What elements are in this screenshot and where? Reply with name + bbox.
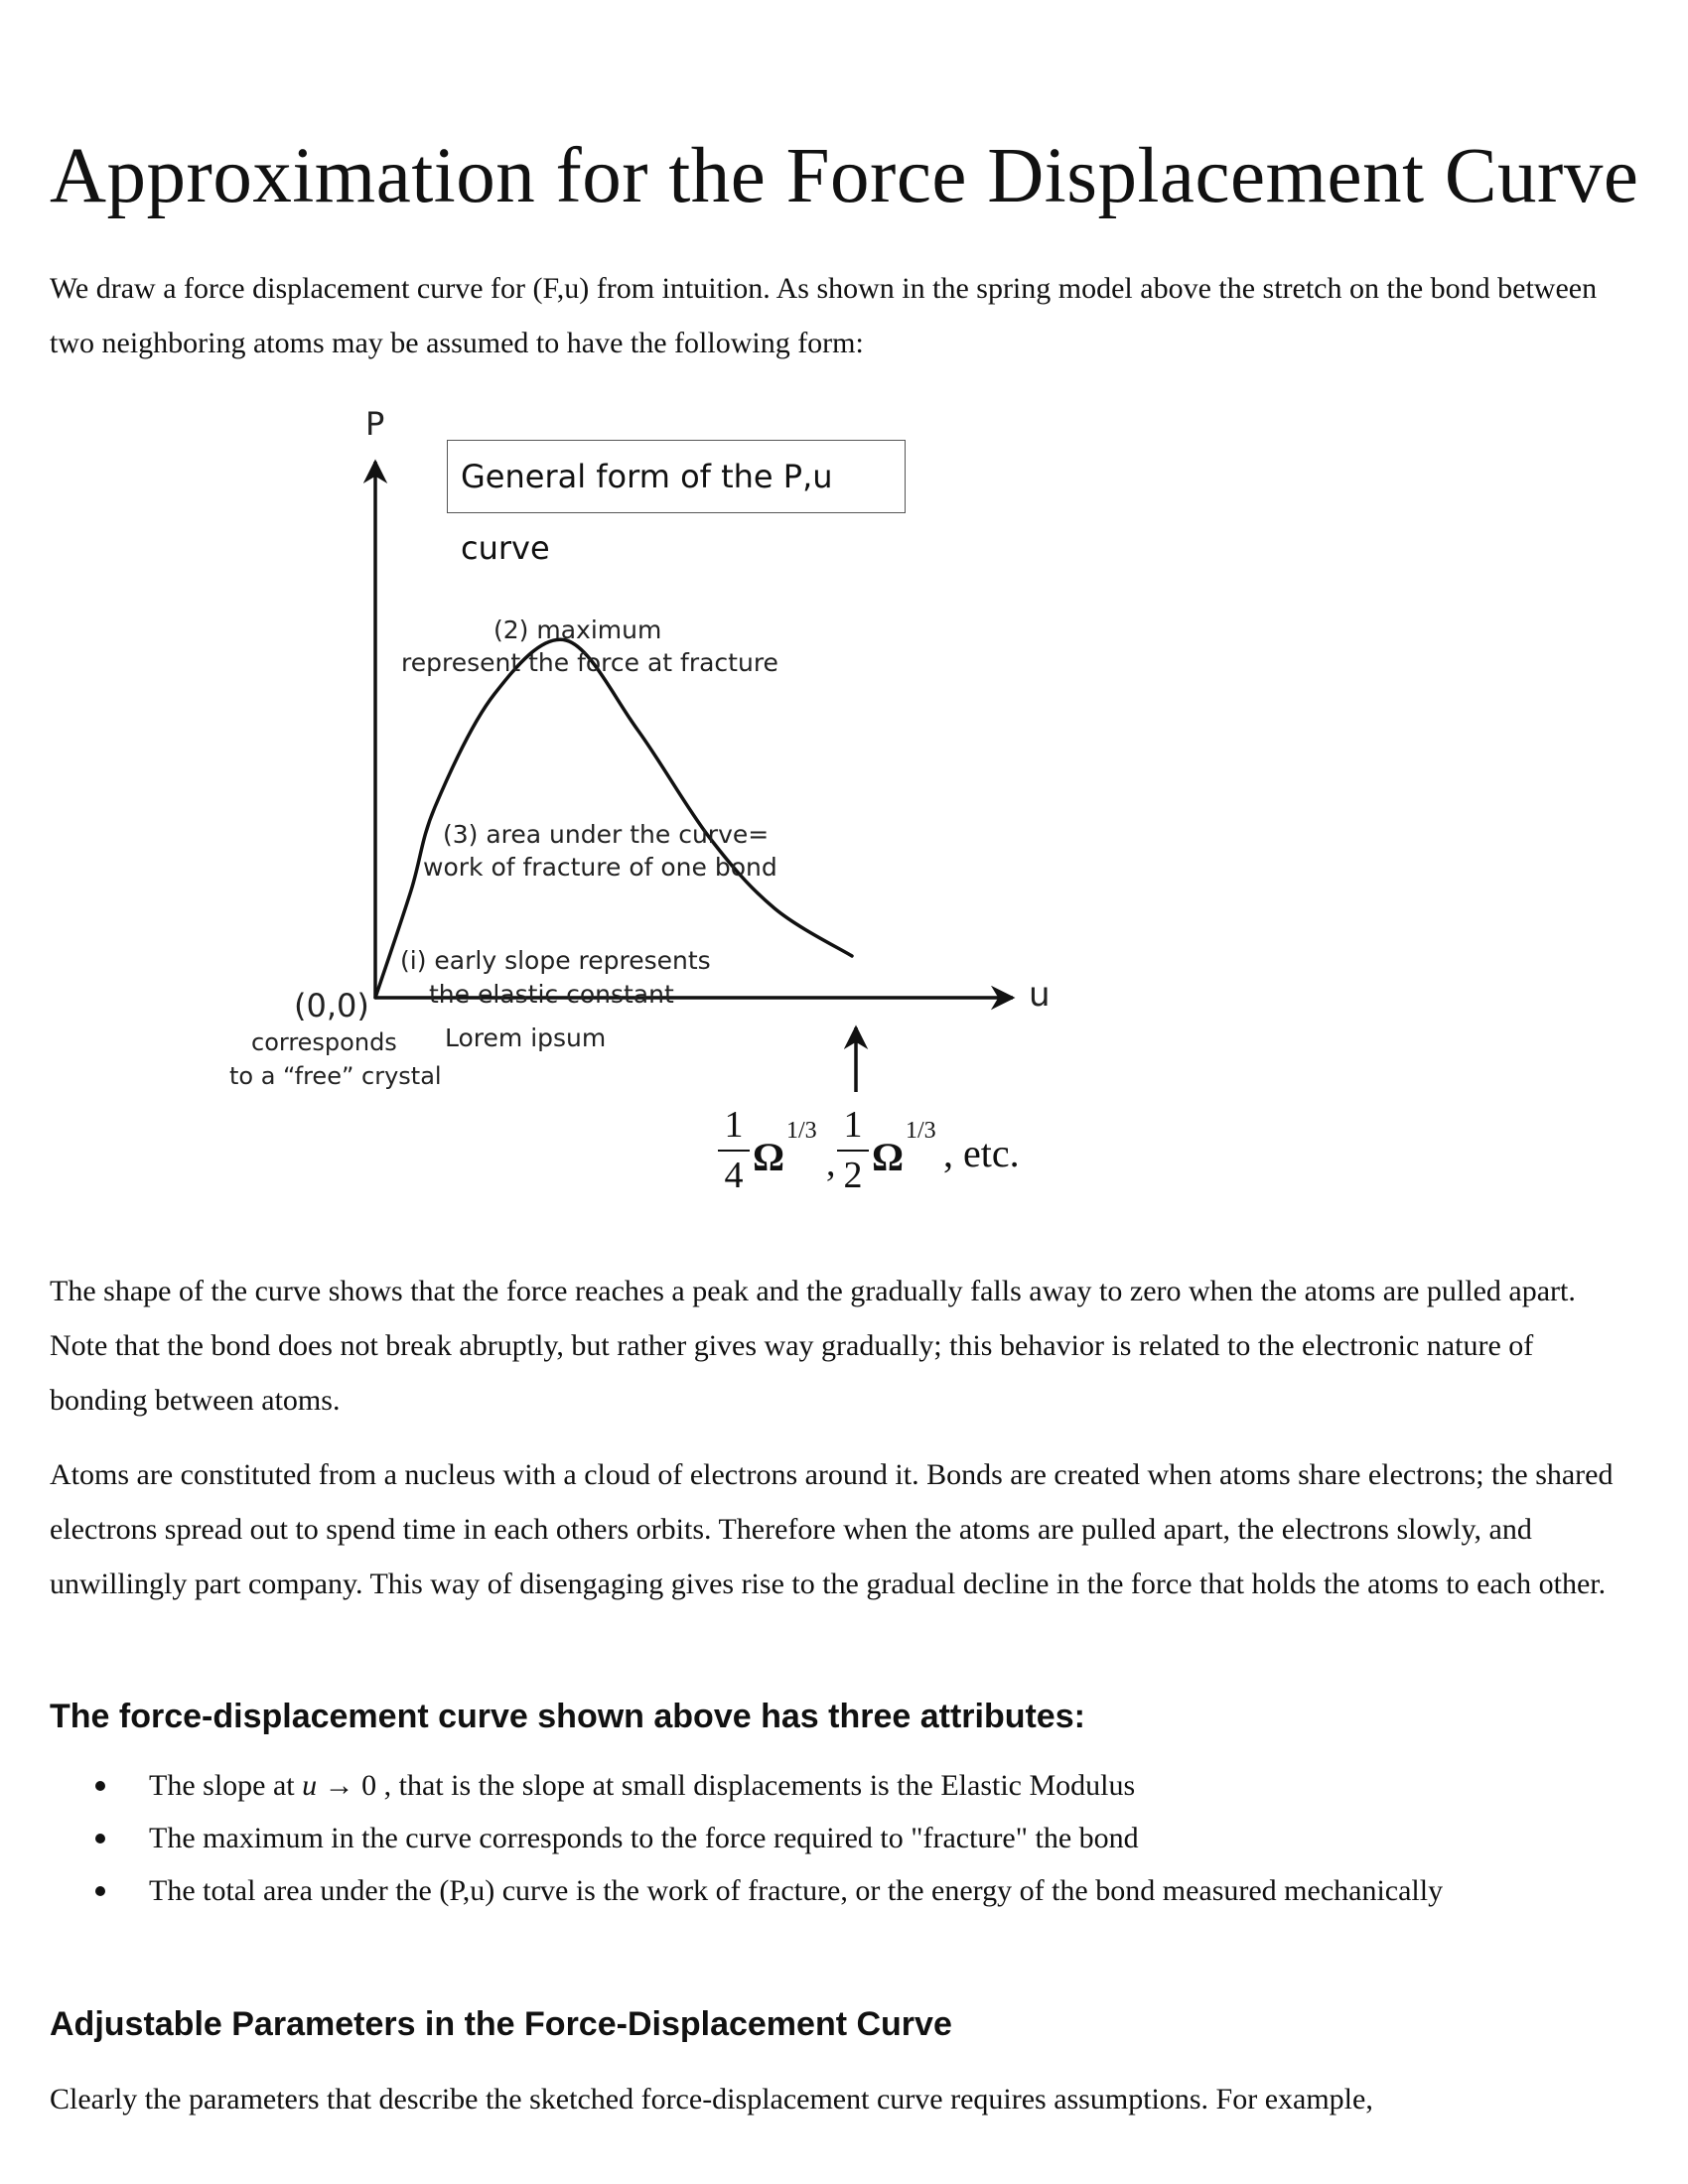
slope-annotation-line-1: (i) early slope represents [400,946,711,975]
slope-annotation-line-2: the elastic constant [429,980,674,1009]
origin-label: (0,0) [294,987,369,1024]
origin-note-line-2: to a “free” crystal [229,1062,442,1090]
placeholder-label: Lorem ipsum [445,1024,607,1052]
area-annotation-line-1: (3) area under the curve= [443,820,770,849]
list-item [50,1759,1443,1812]
fraction-one-quarter [718,1106,750,1194]
y-axis-label: P [365,405,385,443]
attributes-heading: The force-displacement curve shown above has three attributes: [50,1698,1085,1735]
attribute-1-pre: The slope at [149,1769,303,1802]
omega-exponent: 1/3 [786,1118,817,1144]
list-item [50,1864,1443,1917]
omega-symbol: Ω [872,1135,905,1179]
attribute-1-post: , that is the slope at small displacements is the Elastic Modulus [376,1769,1136,1802]
area-annotation-line-2: work of fracture of one bond [423,853,777,882]
attribute-2-text: The maximum in the curve corresponds to the force required to "fracture" the bond [149,1822,1139,1854]
figure-caption-box: General form of the P,u curve [447,440,906,513]
x-axis-label: u [1029,975,1051,1015]
adjustable-parameters-paragraph: Clearly the parameters that describe the sketched force-displacement curve requires assumptions. For example, [50,2083,1373,2116]
intro-paragraph: We draw a force displacement curve for (F,u) from intuition. As shown in the spring model above the stretch on the bond between two neighboring atoms may be assumed to have the following form: [50,272,1598,359]
bullet-icon [95,1781,105,1791]
attribute-1-arrow: → 0 [317,1769,377,1802]
atoms-paragraph: Atoms are constituted from a nucleus with a cloud of electrons around it. Bonds are created when atoms share electrons; the shared electrons spread out to spend time in each others orbits. Therefore when the atoms are pulled apart, the electrons slowly, and unwillingly part company. This way of disengaging gives rise to the gradual decline in the force that holds the atoms to each other. [50,1458,1614,1600]
attribute-3-text: The total area under the (P,u) curve is the work of fracture, or the energy of the bond measured mechanically [149,1874,1444,1907]
fraction-denominator: 4 [724,1155,744,1196]
fraction-bar [837,1150,869,1152]
fraction-one-half [837,1106,869,1194]
omega-symbol: Ω [753,1135,785,1179]
pu-curve-line [375,639,852,998]
list-item [50,1812,1443,1864]
fraction-bar [718,1150,750,1152]
formula-comma: , [826,1143,836,1184]
bullet-icon [95,1834,105,1843]
maximum-annotation-line-2: represent the force at fracture [401,648,778,677]
attribute-1-variable: u [302,1769,318,1802]
page-title: Approximation for the Force Displacement Curve [50,133,1639,219]
formula-suffix: , etc. [943,1131,1020,1175]
attributes-list [50,1759,1443,1917]
maximum-annotation-line-1: (2) maximum [493,615,662,644]
adjustable-parameters-heading: Adjustable Parameters in the Force-Displacement Curve [50,2005,952,2043]
force-displacement-figure [0,387,1688,1241]
bullet-icon [95,1886,105,1896]
origin-note-line-1: corresponds [251,1028,397,1056]
curve-shape-paragraph: The shape of the curve shows that the force reaches a peak and the gradually falls away to zero when the atoms are pulled apart. Note that the bond does not break abruptly, but rather gives way gradually; this behavior is related to the electronic nature of bonding between atoms. [50,1275,1576,1417]
fraction-denominator: 2 [843,1155,863,1196]
fraction-numerator: 1 [843,1104,863,1146]
fraction-numerator: 1 [724,1104,744,1146]
omega-exponent: 1/3 [906,1118,936,1144]
